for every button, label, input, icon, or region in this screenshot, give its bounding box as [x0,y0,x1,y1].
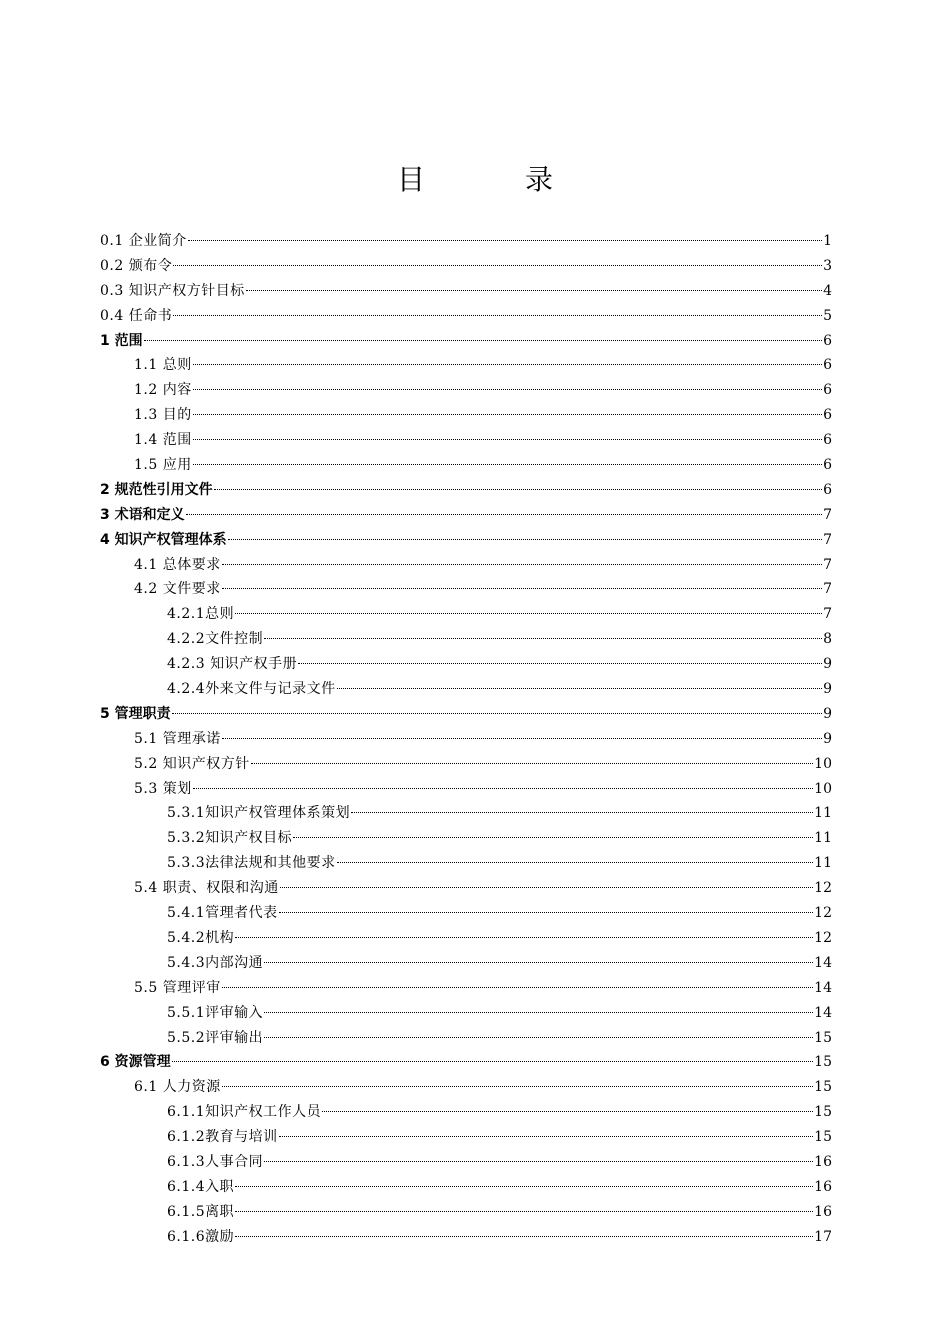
toc-dot-leader [214,489,822,490]
toc-entry-page-number: 6 [823,457,832,474]
toc-entry[interactable] [100,677,832,702]
toc-entry-page-number: 7 [823,581,832,598]
toc-dot-leader [293,837,813,838]
toc-entry-title: 4.2.3 知识产权手册 [167,656,298,673]
toc-entry-page-number: 15 [814,1054,832,1071]
toc-dot-leader [173,315,822,316]
toc-entry-title: 5.4.3内部沟通 [167,954,264,971]
toc-entry[interactable] [100,304,832,329]
toc-entry-page-number: 11 [814,830,832,847]
toc-entry-page-number: 8 [823,631,832,648]
toc-entry-page-number: 15 [814,1079,832,1096]
toc-entry-page-number: 9 [823,705,832,722]
toc-entry-page-number: 6 [823,432,832,449]
toc-entry-page-number: 9 [823,681,832,698]
toc-entry-page-number: 16 [814,1203,832,1220]
toc-dot-leader [264,1012,813,1013]
toc-dot-leader [235,1236,813,1237]
toc-dot-leader [351,812,813,813]
toc-entry-title: 5.3.2知识产权目标 [167,830,293,847]
toc-entry[interactable] [100,553,832,578]
toc-entry[interactable] [100,901,832,926]
toc-entry-title: 3 术语和定义 [100,506,185,523]
toc-entry[interactable] [100,229,832,254]
toc-entry-title: 5.3.1知识产权管理体系策划 [167,805,351,822]
toc-entry[interactable] [100,353,832,378]
toc-entry-page-number: 9 [823,730,832,747]
toc-dot-leader [193,464,822,465]
toc-dot-leader [193,439,822,440]
toc-entry-title: 4 知识产权管理体系 [100,531,227,548]
toc-entry[interactable] [100,602,832,627]
toc-entry-title: 6.1.4入职 [167,1178,235,1195]
toc-entry[interactable] [100,1225,832,1250]
toc-entry-page-number: 16 [814,1178,832,1195]
toc-entry[interactable] [100,826,832,851]
toc-dot-leader [264,638,822,639]
toc-entry[interactable] [100,1100,832,1125]
table-of-contents [100,229,832,1250]
toc-entry[interactable] [100,378,832,403]
toc-entry-page-number: 3 [823,257,832,274]
toc-entry-title: 6.1.6激励 [167,1228,235,1245]
toc-entry-title: 4.2 文件要求 [134,581,221,598]
toc-dot-leader [193,414,822,415]
toc-entry[interactable] [100,752,832,777]
toc-entry-page-number: 17 [814,1228,832,1245]
toc-entry-page-number: 5 [823,307,832,324]
toc-entry-title: 1.1 总则 [134,357,192,374]
toc-entry[interactable] [100,428,832,453]
toc-entry-page-number: 10 [814,755,832,772]
toc-entry-page-number: 15 [814,1104,832,1121]
toc-entry-title: 4.1 总体要求 [134,556,221,573]
toc-entry-title: 6.1.3人事合同 [167,1153,264,1170]
toc-dot-leader [322,1111,813,1112]
toc-dot-leader [188,240,822,241]
toc-entry-title: 4.2.1总则 [167,606,235,623]
toc-entry-title: 5.2 知识产权方针 [134,755,250,772]
toc-dot-leader [228,539,822,540]
toc-entry[interactable] [100,254,832,279]
toc-entry[interactable] [100,951,832,976]
toc-entry-page-number: 6 [823,382,832,399]
toc-entry[interactable] [100,528,832,553]
toc-dot-leader [173,265,822,266]
toc-entry-title: 5.4.1管理者代表 [167,905,278,922]
toc-dot-leader [235,613,822,614]
toc-entry-page-number: 16 [814,1153,832,1170]
toc-entry-title: 5.5 管理评审 [134,979,221,996]
toc-entry-title: 6 资源管理 [100,1054,171,1071]
toc-entry[interactable] [100,851,832,876]
toc-entry-title: 0.1 企业简介 [100,233,187,249]
toc-entry[interactable] [100,777,832,802]
toc-entry[interactable] [100,1075,832,1100]
toc-entry[interactable] [100,627,832,652]
toc-entry-page-number: 4 [823,282,832,299]
toc-entry-page-number: 6 [823,332,832,349]
toc-entry-title: 0.2 颁布令 [100,257,173,274]
toc-entry-page-number: 6 [823,407,832,424]
toc-dot-leader [337,862,814,863]
toc-entry[interactable] [100,727,832,752]
toc-dot-leader [264,1161,813,1162]
toc-entry-title: 1.2 内容 [134,382,192,399]
toc-entry[interactable] [100,403,832,428]
toc-entry-page-number: 12 [814,929,832,946]
toc-dot-leader [280,887,813,888]
toc-entry-page-number: 11 [814,855,832,872]
toc-entry[interactable] [100,1175,832,1200]
toc-entry-title: 5.3 策划 [134,780,192,797]
toc-entry-title: 6.1 人力资源 [134,1079,221,1096]
toc-entry-page-number: 1 [823,233,832,249]
toc-entry-page-number: 9 [823,656,832,673]
toc-entry-title: 1.3 目的 [134,407,192,424]
toc-entry-title: 1 范围 [100,332,143,349]
toc-dot-leader [144,340,822,341]
toc-dot-leader [279,1136,814,1137]
toc-entry-title: 2 规范性引用文件 [100,481,213,498]
toc-dot-leader [222,1086,813,1087]
toc-entry[interactable] [100,503,832,528]
toc-dot-leader [193,788,813,789]
toc-dot-leader [337,688,822,689]
toc-entry[interactable] [100,577,832,602]
toc-entry-page-number: 6 [823,481,832,498]
toc-entry-page-number: 7 [823,606,832,623]
toc-dot-leader [264,962,813,963]
toc-entry[interactable] [100,801,832,826]
toc-dot-leader [246,290,822,291]
toc-dot-leader [235,937,813,938]
toc-entry[interactable] [100,702,832,727]
toc-entry-title: 5.1 管理承诺 [134,730,221,747]
toc-entry-title: 6.1.5离职 [167,1203,235,1220]
toc-entry[interactable] [100,876,832,901]
toc-entry[interactable] [100,279,832,304]
toc-entry-title: 6.1.1知识产权工作人员 [167,1104,322,1121]
toc-entry-title: 4.2.2文件控制 [167,631,264,648]
toc-entry-page-number: 14 [814,954,832,971]
toc-entry[interactable] [100,926,832,951]
toc-entry-page-number: 7 [823,531,832,548]
toc-dot-leader [222,564,822,565]
toc-entry-title: 5.3.3法律法规和其他要求 [167,855,336,872]
toc-dot-leader [193,389,822,390]
toc-dot-leader [172,1061,814,1062]
toc-entry-page-number: 12 [814,905,832,922]
page-title: 目 录 [396,163,589,196]
toc-entry[interactable] [100,1200,832,1225]
toc-dot-leader [264,1037,813,1038]
toc-entry-page-number: 11 [814,805,832,822]
toc-entry[interactable] [100,329,832,354]
toc-entry[interactable] [100,976,832,1001]
toc-dot-leader [193,364,822,365]
toc-entry-page-number: 14 [814,979,832,996]
toc-dot-leader [222,987,813,988]
toc-entry[interactable] [100,1026,832,1051]
toc-entry-title: 5.4 职责、权限和沟通 [134,880,279,897]
toc-entry[interactable] [100,652,832,677]
toc-entry-page-number: 7 [823,556,832,573]
toc-entry-title: 0.3 知识产权方针目标 [100,282,245,299]
toc-entry-page-number: 15 [814,1129,832,1146]
toc-entry[interactable] [100,453,832,478]
toc-dot-leader [251,763,813,764]
toc-entry-title: 0.4 任命书 [100,307,173,324]
toc-entry-title: 5.5.2评审输出 [167,1029,264,1046]
toc-dot-leader [298,663,822,664]
toc-dot-leader [172,713,822,714]
toc-entry-title: 4.2.4外来文件与记录文件 [167,681,336,698]
toc-dot-leader [235,1186,813,1187]
toc-entry[interactable] [100,478,832,503]
toc-dot-leader [186,514,822,515]
toc-entry-title: 1.4 范围 [134,432,192,449]
toc-entry[interactable] [100,1150,832,1175]
toc-entry-page-number: 10 [814,780,832,797]
toc-entry-page-number: 15 [814,1029,832,1046]
toc-dot-leader [235,1211,813,1212]
toc-entry-page-number: 6 [823,357,832,374]
toc-entry-page-number: 7 [823,506,832,523]
toc-entry-title: 5.5.1评审输入 [167,1004,264,1021]
toc-entry-page-number: 12 [814,880,832,897]
toc-entry[interactable] [100,1125,832,1150]
toc-entry-title: 6.1.2教育与培训 [167,1129,278,1146]
toc-dot-leader [222,588,822,589]
toc-entry-title: 1.5 应用 [134,457,192,474]
toc-entry-title: 5 管理职责 [100,705,171,722]
toc-entry-title: 5.4.2机构 [167,929,235,946]
toc-entry[interactable] [100,1050,832,1075]
toc-dot-leader [222,738,822,739]
toc-dot-leader [279,912,814,913]
toc-entry[interactable] [100,1001,832,1026]
toc-entry-page-number: 14 [814,1004,832,1021]
